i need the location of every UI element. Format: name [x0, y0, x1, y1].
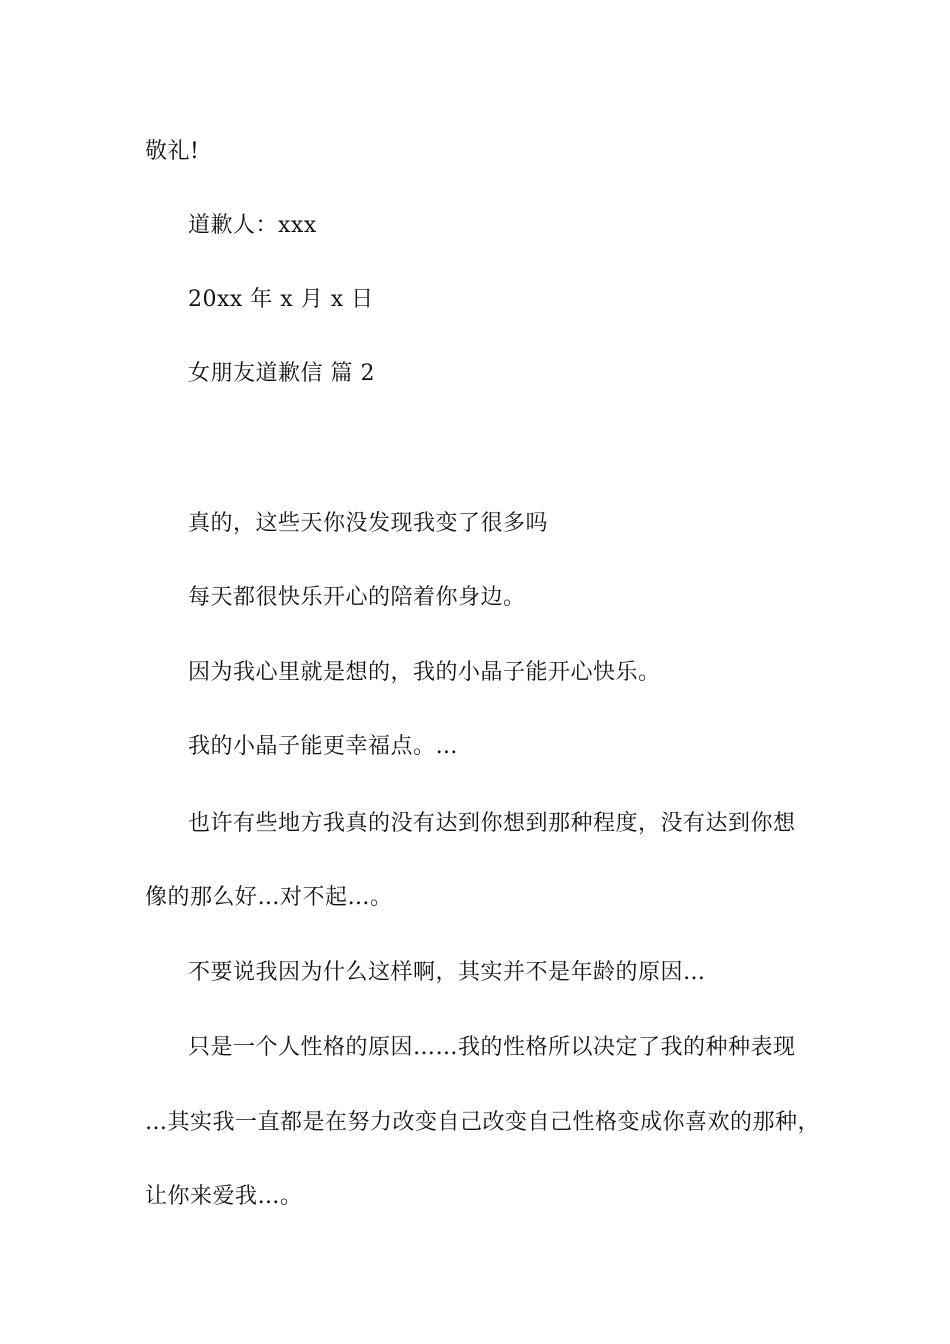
paragraph: 不要说我因为什么这样啊，其实并不是年龄的原因…: [188, 960, 706, 985]
signer: 道歉人：xxx: [188, 213, 317, 238]
paragraph-continuation: …其实我一直都是在努力改变自己改变自己性格变成你喜欢的那种，: [145, 1110, 821, 1135]
salutation: 敬礼!: [145, 139, 200, 164]
paragraph: 也许有些地方我真的没有达到你想到那种程度，没有达到你想: [188, 811, 796, 836]
paragraph-continuation: 像的那么好…对不起…。: [145, 885, 393, 910]
paragraph: 因为我心里就是想的，我的小晶子能开心快乐。: [188, 660, 661, 685]
paragraph: 只是一个人性格的原因……我的性格所以决定了我的种种表现: [188, 1035, 796, 1060]
date: 20xx 年 x 月 x 日: [188, 287, 374, 312]
section-title: 女朋友道歉信 篇 2: [188, 361, 375, 386]
paragraph-continuation: 让你来爱我…。: [145, 1184, 303, 1209]
paragraph: 真的，这些天你没发现我变了很多吗: [188, 511, 549, 536]
paragraph: 每天都很快乐开心的陪着你身边。: [188, 585, 526, 610]
paragraph: 我的小晶子能更幸福点。…: [188, 734, 459, 759]
